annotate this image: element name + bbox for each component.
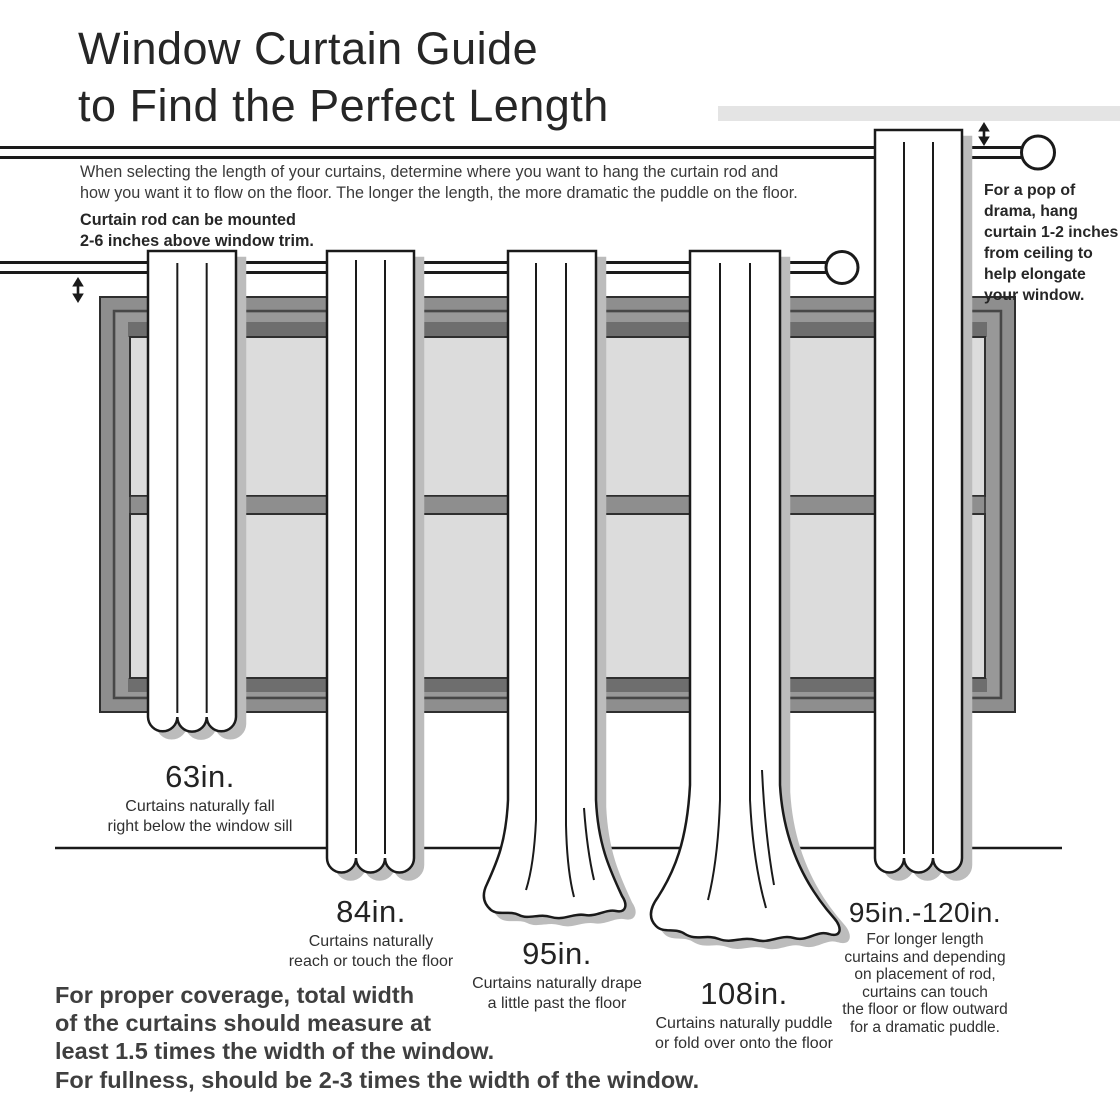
curtain-description-84in: Curtains naturally reach or touch the floor — [288, 933, 454, 970]
curtain-length-label-108in: 108in. — [700, 976, 788, 1011]
curtain-length-label-84in: 84in. — [336, 894, 406, 929]
curtain-rod-top — [0, 148, 1021, 158]
intro-text: When selecting the length of your curtains, determine where you want to hang the curtain rod and how you want it to flow on the floor. The longer the length, the more dramatic the puddle on the floor. — [80, 163, 798, 202]
rod-mount-note: Curtain rod can be mounted 2-6 inches above window trim. — [80, 211, 314, 250]
curtain-length-label-95in: 95in. — [522, 936, 592, 971]
ceiling-bar — [718, 106, 1120, 121]
rod-finial-icon — [1022, 136, 1055, 169]
ceiling-distance-arrow-icon — [978, 122, 990, 146]
rod-distance-arrow-icon — [72, 277, 84, 303]
curtain-description-95-120in: For longer length curtains and depending on placement of rod, curtains can touch the floor or flow outward for a dramatic puddle. — [842, 931, 1008, 1036]
rod-finial-icon — [826, 252, 858, 284]
curtain-63in-graphic — [148, 251, 236, 732]
ceiling-drama-note: For a pop of drama, hang curtain 1-2 inches from ceiling to help elongate your window. — [984, 182, 1119, 304]
curtain-description-95in: Curtains naturally drape a little past the floor — [472, 975, 642, 1012]
curtain-95-120in-graphic — [875, 130, 962, 873]
curtain-84in-graphic — [327, 251, 414, 873]
curtain-description-108in: Curtains naturally puddle or fold over onto the floor — [655, 1015, 833, 1052]
page-title: Window Curtain Guide to Find the Perfect Length — [78, 23, 609, 131]
curtain-length-label-95-120in: 95in.-120in. — [848, 897, 1002, 928]
curtain-length-label-63in: 63in. — [165, 759, 235, 794]
width-guidance-text: For proper coverage, total width of the curtains should measure at least 1.5 times the width of the window. For fullness, should be 2-3 times the width of the window. — [55, 982, 700, 1093]
curtain-description-63in: Curtains naturally fall right below the window sill — [107, 798, 293, 835]
